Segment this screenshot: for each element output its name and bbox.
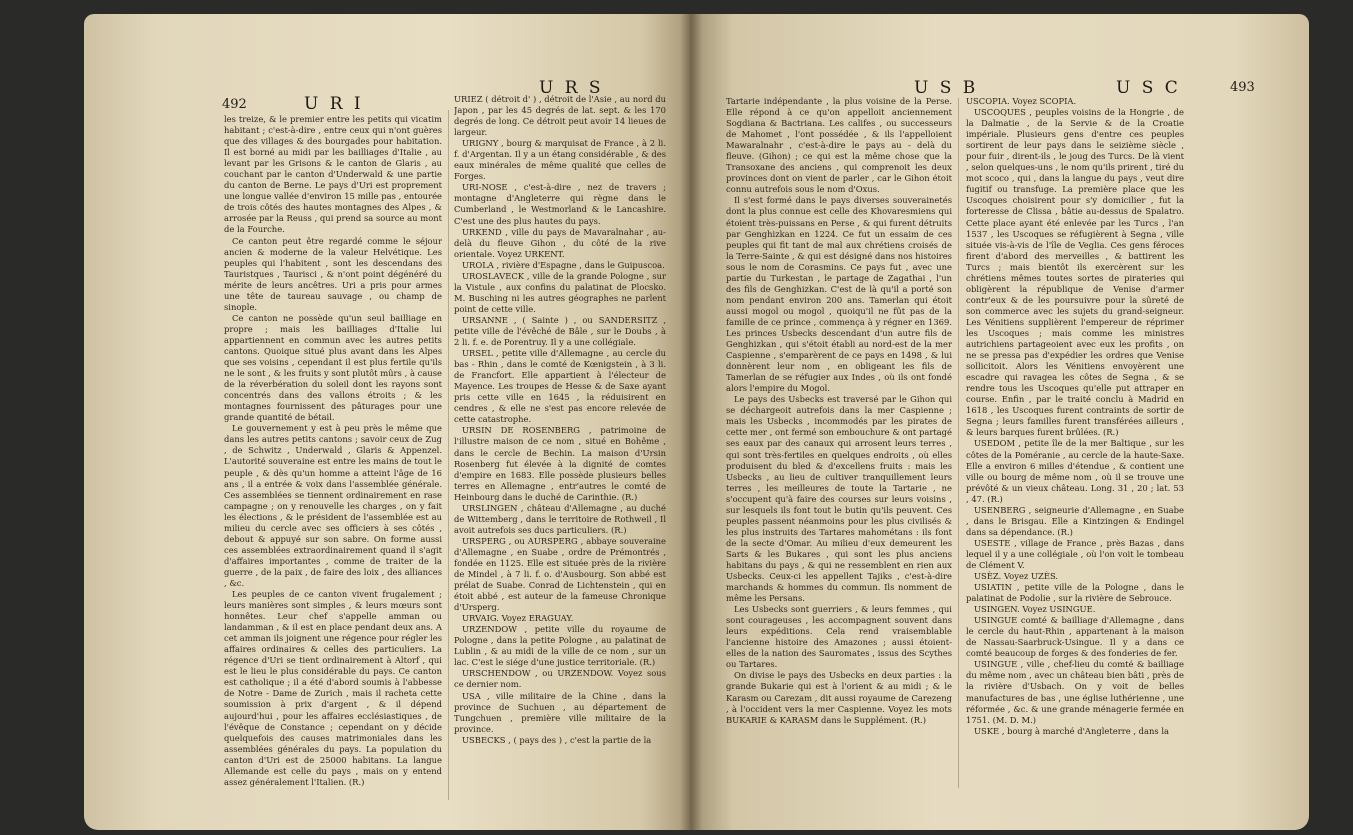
running-header: U R I [304, 94, 364, 114]
paragraph: USIATIN , petite ville de la Pologne , dans le palatinat de Podolie , sur la rivière de Sebrouce. [966, 582, 1184, 604]
paragraph: URSLINGEN , château d'Allemagne , au duché de Wittemberg , dans le territoire de Rothweil , Il avoit autrefois ses ducs particuliers. (R.) [454, 502, 666, 535]
paragraph: USKE , bourg à marché d'Angleterre , dans la [974, 725, 1170, 736]
paragraph: URSCHENDOW , ou URZENDOW. Voyez sous ce dernier nom. [454, 668, 666, 690]
paragraph: URSPERG , ou AURSPERG , abbaye souveraine d'Allemagne , en Suabe , ordre de Prémontrés , fondée en 1125. Elle est située près de la rivière de Mindel , à 7 li. f. o. d'Ausbourg. Son abbé est prélat de Suabe. Conrad de Lichtenstein , qui en étoit abbé , est auteur de la fameuse Chronique d'Ursperg. [454, 535, 666, 613]
text-column-left [726, 96, 952, 786]
page-number: 493 [1230, 80, 1255, 95]
column-rule [958, 98, 959, 788]
paragraph: URIGNY , bourg & marquisat de France , à 2 li. f. d'Argentan. Il y a un étang considérable , & des eaux minérales de même qualité que celles de Forges. [454, 138, 666, 182]
paragraph: USINGUE , ville , chef-lieu du comté & bailliage du même nom , avec un château bien bâti , près de la rivière d'Usbach. On y voit de belles manufactures de bas , une église luthérienne , une réformée , &c. & une grande ménagerie fermée en 1751. (M. D. M.) [966, 659, 1184, 725]
paragraph: USÈZ. Voyez UZÈS. [974, 571, 1059, 582]
text-column-right [454, 94, 666, 804]
paragraph: les treize, & le premier entre les petits qui vicatim habitant ; c'est-à-dire , entre ceux qui n'ont guères que des villages & des bourgades pour habitation. Il est borné au midi par les bailliages d'Italie , au levant par les Grisons & le canton de Glaris , au couchant par le canton d'Underwald & une partie du canton de Berne. Le pays d'Uri est proprement une longue vallée d'environ 15 mille pas , entourée de trois côtés des hautes montagnes des Alpes , & arrosée par la Reuss , qui prend sa source au mont de la Fourche. [224, 114, 442, 235]
paragraph: On divise le pays des Usbecks en deux parties : la grande Bukarie qui est à l'orient & au midi ; & le Karasm ou Carezam , dit aussi royaume de Carezeng , à l'occident vers la mer Caspienne. Voyez les mots BUKARIE & KARASM dans le Supplément. (R.) [726, 670, 952, 725]
paragraph: URSANNE , ( Sainte ) , ou SANDERSITZ , petite ville de l'évêché de Bâle , sur le Doubs , à 2 li. f. e. de Porentruy. Il y a une collégiale. [454, 314, 666, 348]
paragraph: URVAIG. Voyez ERAGUAY. [462, 613, 574, 624]
paragraph: URI-NOSE , c'est-à-dire , nez de travers ; montagne d'Angleterre qui règne dans le Cumberland , le Westmorland & le Lancashire. C'est une des plus hautes du pays. [454, 182, 666, 226]
paragraph: UROLA , rivière d'Espagne , dans le Guipuscoa. [462, 259, 665, 270]
paragraph: URIEZ ( détroit d' ) , détroit de l'Asie , au nord du Japon , par les 45 degrés de lat. sept. & les 170 degrés de long. Ce détroit peut avoir 14 lieues de largeur. [454, 94, 666, 138]
paragraph: Ce canton ne possède qu'un seul bailliage en propre ; mais les bailliages d'Italie lui appartiennent en commun avec les autres petits cantons. Quoique situé plus avant dans les Alpes que ses voisins , cependant il est plus fertile qu'ils ne le sont , & les fruits y sont plutôt mûrs , à cause de la réverbération du soleil dont les rayons sont concentrés dans des vallons étroits ; & les montagnes fournissent des pâturages pour une grande quantité de bétail. [224, 312, 442, 423]
paragraph: URZENDOW , petite ville du royaume de Pologne , dans la petite Pologne , au palatinat de Lublin , & au midi de la ville de ce nom , sur un lac. C'est le siége d'une justice territoriale. (R.) [454, 624, 666, 668]
open-book [84, 14, 1309, 830]
running-header: U R S [539, 78, 604, 98]
paragraph: USCOQUES , peuples voisins de la Hongrie , de la Dalmatie , de la Servie & de la Croatie impériale. Plusieurs gens d'entre ces peuples sortirent de leur pays dans le seizième siècle , pour fuir , dirent-ils , le joug des Turcs. De là vient , selon quelques-uns , le nom qu'ils prirent , tiré du mot scoco , qui , dans la langue du pays , veut dire fugitif ou transfuge. La première place que les Uscoques choisirent pour s'y domicilier , fut la forteresse de Clissa , bâtie au-dessus de Spalatro. Cette place ayant été enlevée par les Turcs , l'an 1537 , les Uscoques se réfugièrent à Segna , ville située vis-à-vis de l'île de Veglia. Ces gens féroces firent d'abord des merveilles , & battirent les Turcs ; mais bientôt ils exercèrent sur les chrétiens mêmes toutes sortes de pirateries qui obligèrent la république de Venise d'armer contr'eux & de les poursuivre pour la sûreté de son commerce avec les sujets du grand-seigneur. Les Vénitiens supplièrent l'empereur de réprimer les Uscoques ; mais comme les ministres autrichiens partageoient avec eux les profits , on ne se pressa pas d'expédier les ordres que Venise sollicitoit. Alors les Vénitiens envoyèrent une escadre qui ravagea les côtes de Segna , & se rendre tous les Uscoques qu'elle put attraper en course. Enfin , par le traité conclu à Madrid en 1618 , les Uscoques furent contraints de sortir de Segna ; leurs familles furent transférées ailleurs , & leurs barques furent brûlées. (R.) [966, 107, 1184, 438]
paragraph: URSEL , petite ville d'Allemagne , au cercle du bas - Rhin , dans le comté de Kœnigstein , à 3 li. de Francfort. Elle appartient à l'électeur de Mayence. Les troupes de Hesse & de Saxe ayant pris cette ville en 1645 , la réduisirent en cendres , & elle ne s'est pas encore relevée de cette catastrophe. [454, 348, 666, 425]
paragraph: USA , ville militaire de la Chine , dans la province de Suchuen , au département de Tungchuen , première ville militaire de la province. [454, 690, 666, 734]
paragraph: URSIN DE ROSENBERG , patrimoine de l'illustre maison de ce nom , situé en Bohême , dans le cercle de Bechin. La maison d'Ursin Rosenberg fut élevée à la dignité de comtes d'empire en 1683. Elle possède plusieurs belles terres en Allemagne , entr'autres le comté de Heinbourg dans le duché de Carinthie. (R.) [454, 425, 666, 502]
column-rule [448, 110, 449, 800]
book-gutter [680, 14, 702, 830]
paragraph: Les Usbecks sont guerriers , & leurs femmes , qui sont courageuses , les accompagnent souvent dans leurs expéditions. Cela rend vraisemblable l'ancienne histoire des Amazones ; aussi étoient-elles de la nation des Sauromates , issus des Scythes ou Tartares. [726, 604, 952, 670]
running-header: U S C [1116, 78, 1181, 98]
page-number: 492 [222, 97, 247, 112]
paragraph: USEDOM , petite île de la mer Baltique , sur les côtes de la Poméranie , au cercle de la haute-Saxe. Elle a environ 6 milles d'étendue , & contient une ville ou bourg de même nom , où il se trouve une prévôté & un vieux château. Long. 31 , 20 ; lat. 53 , 47. (R.) [966, 438, 1184, 504]
paragraph: UROSLAVECK , ville de la grande Pologne , sur la Vistule , aux confins du palatinat de Plocsko. M. Busching ni les autres géographes ne parlent point de cette ville. [454, 270, 666, 314]
paragraph: Les peuples de ce canton vivent frugalement ; leurs manières sont simples , & leurs mœurs sont honnêtes. Leur chef s'appelle amman ou landamman , & il est en place pendant deux ans. A cet amman ils joignent une régence pour régler les affaires ordinaires & celles des particuliers. La régence d'Uri se tient ordinairement à Altorf , qui est le lieu le plus considérable du pays. Ce canton est catholique ; il a été d'abord soumis à l'abbesse de Notre - Dame de Zurich , mais il racheta cette soumission à prix d'argent , & il dépend aujourd'hui , pour les affaires ecclésiastiques , de l'évêque de Constance ; cependant on y décide quelquefois des causes matrimoniales dans les assemblées générales du pays. La population du canton d'Uri est de 25000 habitans. La langue Allemande est celle du pays , mais on y entend assez généralement l'Italien. (R.) [224, 589, 442, 787]
paragraph: USENBERG , seigneurie d'Allemagne , en Suabe , dans le Brisgau. Elle a Kintzingen & Endingel dans sa dépendance. (R.) [966, 504, 1184, 537]
text-column-left [224, 114, 442, 814]
running-header: U S B [914, 78, 979, 98]
paragraph: Le gouvernement y est à peu près le même que dans les autres petits cantons ; savoir ceux de Zug , de Schwitz , Underwald , Glaris & Appenzel. L'autorité souveraine est entre les mains de tout le peuple , & dès qu'un homme a atteint l'âge de 16 ans , il a entrée & voix dans l'assemblée générale. Ces assemblées se tiennent ordinairement en rase campagne ; on y renouvelle les charges , on y fait les élections , & le président de l'assemblée est au milieu du cercle avec ses officiers à ses côtés , debout & appuyé sur son sabre. On forme aussi ces assemblées extraordinairement quand il s'agit d'affaires importantes , comme de traiter de la guerre , de la paix , de faire des loix , des alliances , &c. [224, 423, 442, 588]
paragraph: USESTE , village de France , près Bazas , dans lequel il y a une collégiale , où l'on voit le tombeau de Clément V. [966, 537, 1184, 570]
paragraph: USINGEN. Voyez USINGUE. [974, 604, 1096, 615]
paragraph: Il s'est formé dans le pays diverses souverainetés dont la plus connue est celle des Khovaresmiens qui étoient très-puissans en Perse , & qui furent détruits par Genghizkan en 1224. Ce fut un essaim de ces peuples qui fit tant de mal aux chrétiens croisés de la Terre-Sainte , & qui est désigné dans nos histoires sous le nom de Corasmins. Ce pays fut , avec une partie du Turkestan , le partage de Zagathai , l'un des fils de Genghizkan. C'est de là qu'il a porté son nom pendant environ 200 ans. Tamerlan qui étoit aussi mogol ou mogol , quoiqu'il ne fût pas de la famille de ce prince , commença à y régner en 1369. Les princes Usbecks descendant d'un autre fils de Genghizkan , qui s'étoit établi au nord-est de la mer Caspienne , s'emparèrent de ce pays en 1498 , & lui donnèrent leur nom , en obligeant les fils de Tamerlan de se réfugier aux Indes , où ils ont fondé alors l'empire du Mogol. [726, 195, 952, 394]
paragraph: Le pays des Usbecks est traversé par le Gihon qui se déchargeoit autrefois dans la mer Caspienne ; mais les Usbecks , incommodés par les pirates de cette mer , ont fermé son embouchure & ont partagé ses eaux par des canaux qui arrosent leurs terres , qui sont très-fertiles en quelques endroits , où elles produisent du bled & d'excellens fruits : mais les Usbecks , au lieu de cultiver tranquillement leurs terres , les meilleures de toute la Tartarie , ne s'occupent qu'à faire des courses sur leurs voisins , sur lesquels ils font tout le butin qu'ils peuvent. Ces peuples passent néanmoins pour les plus civilisés & les plus instruits des Tartares mahométans : ils font de la secte d'Omar. Au milieu d'eux demeurent les Sarts & les Bukares , qui sont les plus anciens habitans du pays , & qui ne ressemblent en rien aux Usbecks. Ceux-ci les appellent Tajiks , c'est-à-dire marchands & hommes du commun. Ils nomment de même les Persans. [726, 394, 952, 604]
paragraph: Tartarie indépendante , la plus voisine de la Perse. Elle répond à ce qu'on appelloit anciennement Sogdiana & Bactriana. Les califes , ou successeurs de Mahomet , l'ont possédée , & ils l'appelloient Mawaralnahr , c'est-à-dire le pays au - delà du fleuve. (Gihon) ; ce qui est la même chose que la Transoxane des anciens , qui comprenoit les deux provinces dont on vient de parler , car le Gihon étoit connu autrefois sous le nom d'Oxus. [726, 96, 952, 195]
paragraph: URKEND , ville du pays de Mavaralnahar , au-delà du fleuve Gihon , du côté de la rive orientale. Voyez URKENT. [454, 226, 666, 259]
right-page [690, 14, 1309, 830]
left-page [84, 14, 690, 830]
paragraph: USBECKS , ( pays des ) , c'est la partie de la [462, 734, 652, 745]
paragraph: Ce canton peut être regardé comme le séjour ancien & moderne de la valeur Helvétique. Les peuples qui l'habitent , sont les descendans des Tauristques , Taurisci , & n'ont point dégénéré du mérite de leurs ancêtres. Uri a pris pour armes une tête de taureau sauvage , ou champ de sinople. [224, 235, 442, 312]
paragraph: USINGUE comté & bailliage d'Allemagne , dans le cercle du haut-Rhin , appartenant à la maison de Nassau-Saarbruck-Usingue. Il y a dans ce comté beaucoup de forges & des fonderies de fer. [966, 615, 1184, 659]
paragraph: USCOPIA. Voyez SCOPIA. [966, 96, 1077, 106]
text-column-right [966, 96, 1184, 796]
